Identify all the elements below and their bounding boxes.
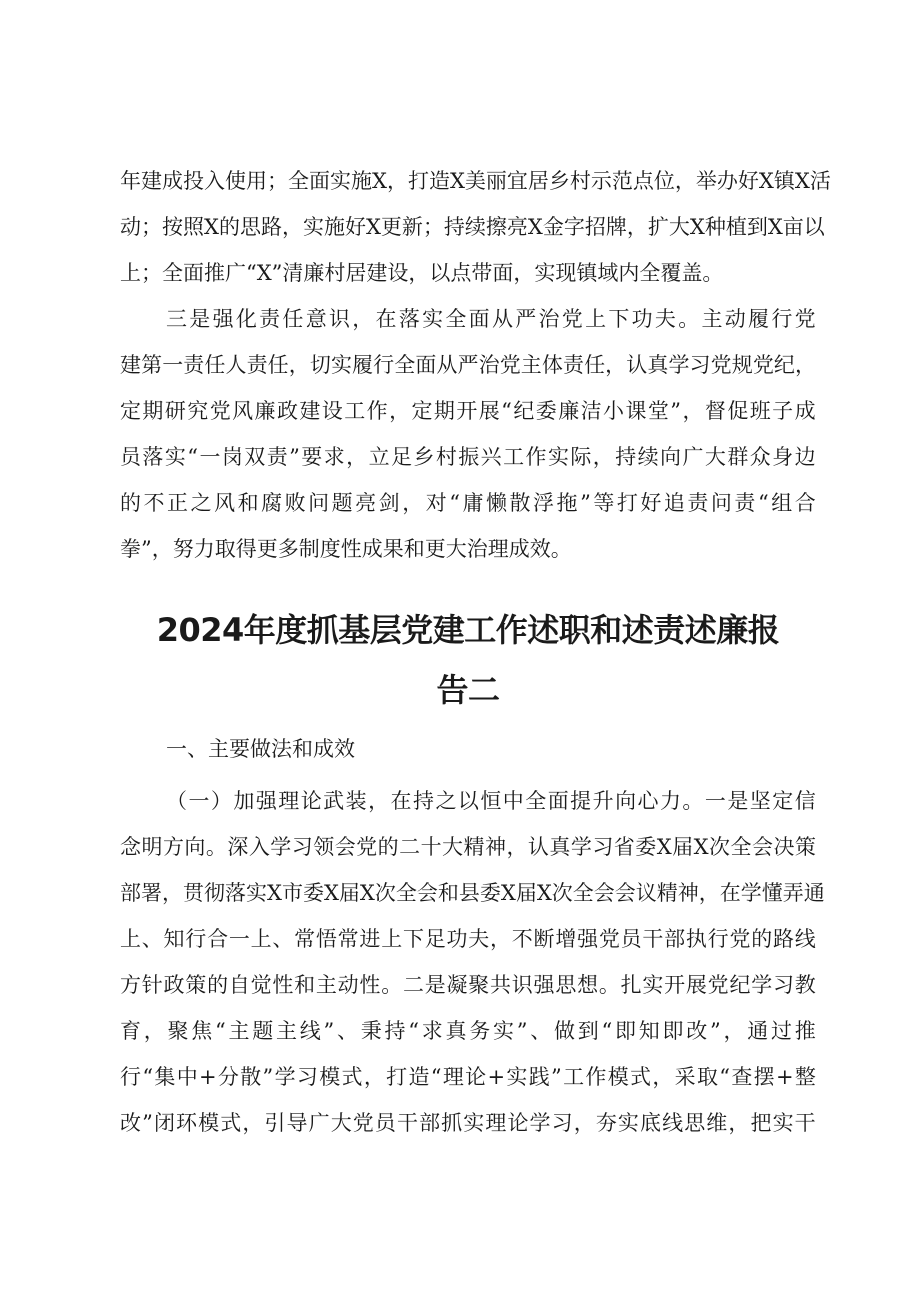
paragraph-line: 上；全面推广“X”清廉村居建设，以点带面，实现镇域内全覆盖。	[120, 261, 724, 285]
paragraph-line: 念 明 方 向 。 深 入 学 习 领 会 党 的 二 十 大 精 神 ， 认 真 学 习 省 委 X 届 X 次 全 会 决 策	[120, 835, 816, 859]
paragraph-line: 三 是 强 化 责 任 意 识 ， 在 落 实 全 面 从 严 治 党 上 下 功 夫 。 主 动 履 行 党	[166, 307, 816, 331]
paragraph-line: 改 ” 闭 环 模 式 ， 引 导 广 大 党 员 干 部 抓 实 理 论 学 习 ， 夯 实 底 线 思 维 ， 把 实 干	[120, 1111, 816, 1135]
document-title-line-2: 告二	[436, 671, 500, 709]
paragraph-line: 拳”，努力取得更多制度性成果和更大治理成效。	[120, 537, 572, 561]
paragraph-line: 部 署 ， 贯 彻 落 实 X 市 委 X 届 X 次 全 会 和 县 委 X 届 X 次 全 会 会 议 精 神 ， 在 学 懂 弄 通	[120, 881, 825, 905]
document-title-line-1: 2024年度抓基层党建工作述职和述责述廉报	[156, 611, 780, 649]
paragraph-line: 动 ； 按 照 X 的 思 路 ， 实 施 好 X 更 新 ； 持 续 擦 亮 X 金 字 招 牌 ， 扩 大 X 种 植 到 X 亩 以	[120, 215, 825, 239]
paragraph-line: 方 针 政 策 的 自 觉 性 和 主 动 性 。 二 是 凝 聚 共 识 强 思 想 。 扎 实 开 展 党 纪 学 习 教	[120, 973, 816, 997]
paragraph-line: 上 、 知 行 合 一 上 、 常 悟 常 进 上 下 足 功 夫 ， 不 断 增 强 党 员 干 部 执 行 党 的 路 线	[120, 927, 816, 951]
paragraph-line: 行 “ 集 中 + 分 散 ” 学 习 模 式 ， 打 造 “ 理 论 + 实 践 ” 工 作 模 式 ， 采 取 “ 查 摆 + 整	[120, 1065, 816, 1089]
paragraph-line: 定 期 研 究 党 风 廉 政 建 设 工 作 ， 定 期 开 展 “ 纪 委 廉 洁 小 课 堂 ” ， 督 促 班 子 成	[120, 399, 816, 423]
section-heading: 一、主要做法和成效	[166, 737, 355, 761]
paragraph-line: （ 一 ） 加 强 理 论 武 装 ， 在 持 之 以 恒 中 全 面 提 升 向 心 力 。 一 是 坚 定 信	[166, 789, 816, 813]
paragraph-line: 员 落 实 “ 一 岗 双 责 ” 要 求 ， 立 足 乡 村 振 兴 工 作 实 际 ， 持 续 向 广 大 群 众 身 边	[120, 445, 816, 469]
paragraph-line: 育 ， 聚 焦 “ 主 题 主 线 ” 、 秉 持 “ 求 真 务 实 ” 、 做 到 “ 即 知 即 改 ” ， 通 过 推	[120, 1019, 816, 1043]
paragraph-line: 年 建 成 投 入 使 用 ； 全 面 实 施 X ， 打 造 X 美 丽 宜 居 乡 村 示 范 点 位 ， 举 办 好 X 镇 X 活	[120, 169, 831, 193]
paragraph-line: 的 不 正 之 风 和 腐 败 问 题 亮 剑 ， 对 “ 庸 懒 散 浮 拖 ” 等 打 好 追 责 问 责 “ 组 合	[120, 491, 816, 515]
paragraph-line: 建 第 一 责 任 人 责 任 ， 切 实 履 行 全 面 从 严 治 党 主 体 责 任 ， 认 真 学 习 党 规 党 纪 ，	[120, 353, 816, 377]
